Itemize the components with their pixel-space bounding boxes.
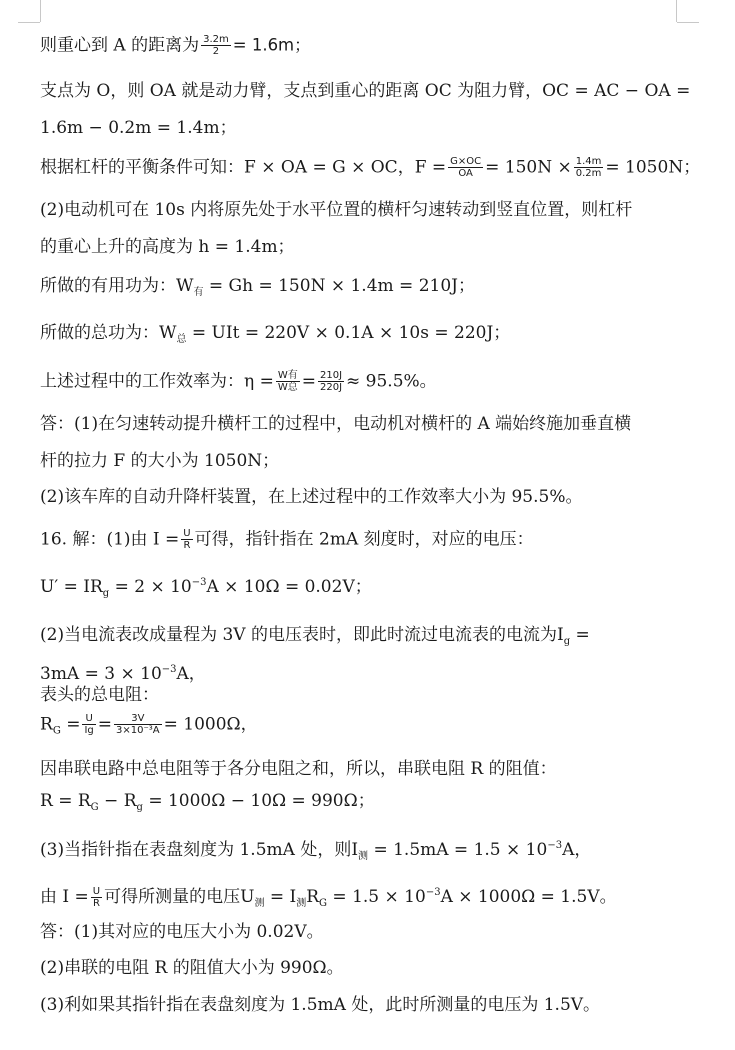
line-22: 由 I = $\frac{U}{R}$ 可得所测量的电压$U_测 = I_测R_G = 1.5 \times 10^{-3}A \times 1000\Omega = 1.5V$。 (40, 885, 617, 909)
line-2: 支点为 O，则 OA 就是动力臂，支点到重心的距离 OC 为阻力臂，OC = AC − OA = (40, 81, 691, 101)
line-14: $U' = IR_g = 2 \times 10^{-3}A \times 10\Omega = 0.02V$； (40, 577, 372, 599)
line-25: (3)利如果其指针指在表盘刻度为 1.5mA 处，此时所测量的电压为 1.5V。 (40, 995, 601, 1015)
line-20: $R = R_G - R_g = 1000\Omega - 10\Omega = 990\Omega$； (40, 791, 375, 813)
line-6: 的重心上升的高度为 h = 1.4m； (40, 237, 295, 257)
line-19: 因串联电路中总电阻等于各分电阻之和，所以，串联电阻 R 的阻值： (40, 759, 557, 779)
line-15: (2)当电流表改成量程为 3V 的电压表时，即此时流过电流表的电流为$I_g$ = (40, 625, 590, 647)
line-9: 上述过程中的工作效率为：η = $\frac{\text{W有}}{\text{W总}}$ = $\frac{210J}{220J}$ ≈ 95.5%。 (40, 370, 437, 393)
line-7: 所做的有用功为：$W_有 = Gh = 150N \times 1.4m = 210J$； (40, 276, 475, 298)
line-24: (2)串联的电阻 R 的阻值大小为 990Ω。 (40, 958, 344, 978)
line-5: (2)电动机可在 10s 内将原先处于水平位置的横杆匀速转动到竖直位置，则杠杆 (40, 200, 633, 220)
crop-mark-right-h (677, 22, 699, 23)
line-18: $R_G$ = $\frac{U}{Ig}$ = $\frac{3V}{\text{3×10⁻³A}}$ = 1000Ω， (40, 713, 258, 737)
line-23: 答：(1)其对应的电压大小为 0.02V。 (40, 922, 324, 942)
line-16: $3mA = 3 \times 10^{-3}A$， (40, 664, 206, 684)
line-11: 杆的拉力 F 的大小为 1050N； (40, 451, 280, 471)
line-17: 表头的总电阻： (40, 685, 159, 705)
line-8: 所做的总功为：$W_总$ = UIt = 220V × 0.1A × 10s = 220J； (40, 323, 511, 345)
line-3: 1.6m − 0.2m = 1.4m； (40, 118, 237, 138)
line-4: 根据杠杆的平衡条件可知：F × OA = G × OC，F = $\frac{G\times OC}{OA}$ = 150N × $\frac{1.4m}{0.2m}$ = 1050N； (40, 156, 701, 179)
line-10: 答：(1)在匀速转动提升横杆工的过程中，电动机对横杆的 A 端始终施加垂直横 (40, 414, 632, 434)
line-21: (3)当指针指在表盘刻度为 1.5mA 处，则$I_测 = 1.5mA = 1.5 \times 10^{-3}A$， (40, 840, 592, 862)
line-1: 则重心到 A 的距离为 $\frac{3.2m}{2}$ = 1.6m； (40, 34, 311, 57)
line-13: 16. 解：(1)由 I = $\frac{U}{R}$ 可得，指针指在 2mA 刻度时，对应的电压： (40, 528, 534, 551)
crop-mark-right (676, 0, 677, 22)
line-12: (2)该车库的自动升降杆装置，在上述过程中的工作效率大小为 95.5%。 (40, 487, 583, 507)
crop-mark-left (40, 0, 41, 22)
crop-mark-left-h (18, 22, 40, 23)
